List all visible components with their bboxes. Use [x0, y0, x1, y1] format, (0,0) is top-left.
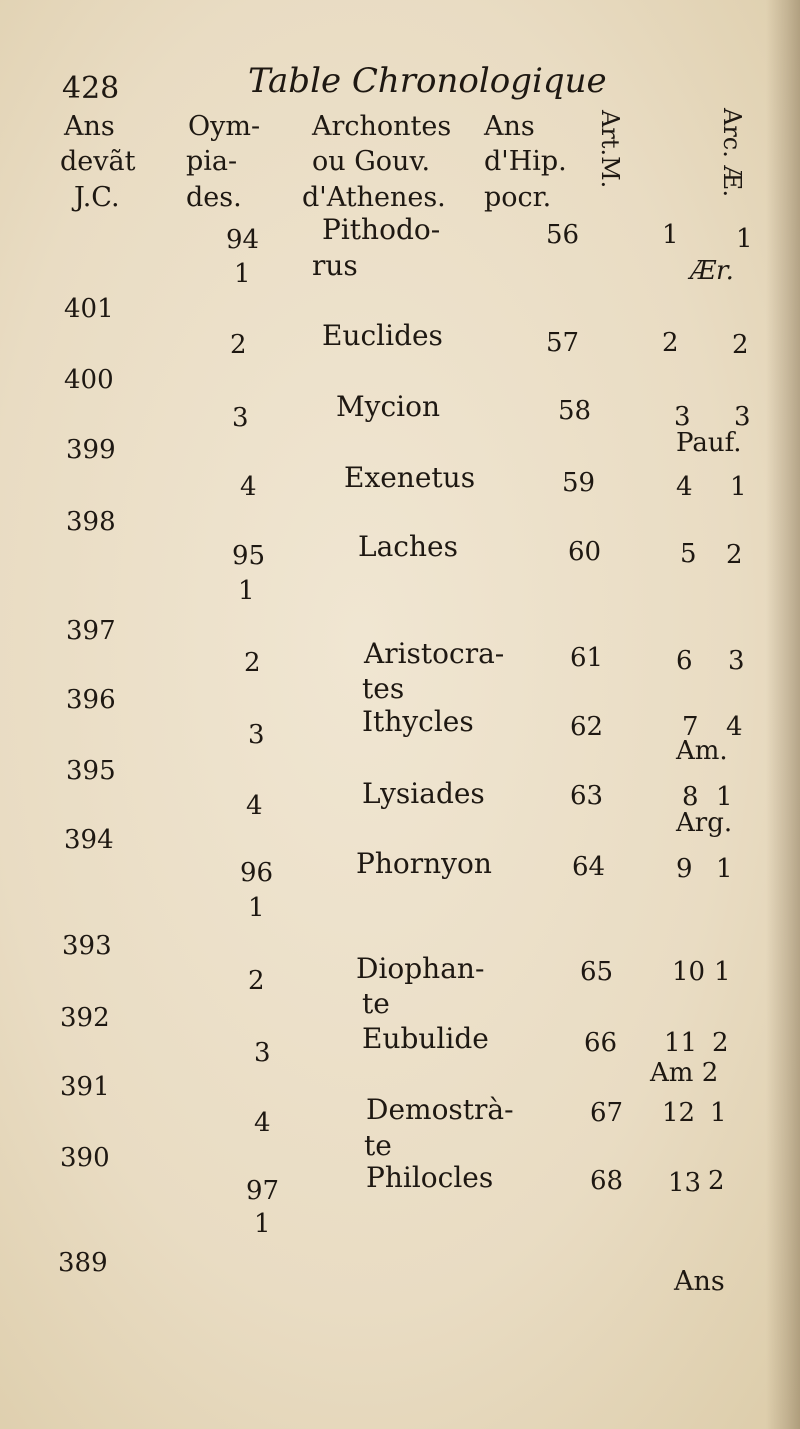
year-bc: 398: [66, 507, 116, 537]
col6-value: 2: [708, 1166, 725, 1196]
archon-name: Ithycles: [362, 705, 474, 738]
col6-value: 3: [728, 646, 745, 676]
archon-name: Exenetus: [344, 461, 476, 494]
hippocrates-year: 66: [584, 1028, 618, 1058]
col6-value: 1: [716, 782, 733, 812]
hippocrates-year: 57: [546, 328, 580, 358]
hippocrates-year: 63: [570, 781, 604, 811]
col3-header-line3: d'Athenes.: [302, 182, 446, 213]
col6-value: 1: [710, 1098, 727, 1128]
year-bc: 401: [64, 294, 114, 324]
archon-name: Laches: [358, 530, 458, 563]
year-bc: 396: [66, 685, 116, 715]
catchword: Ans: [674, 1266, 725, 1297]
year-bc: 391: [60, 1072, 110, 1102]
col1-header-line3: J.C.: [74, 182, 120, 213]
col5-value: 9: [676, 854, 693, 884]
archon-name: Philocles: [366, 1161, 494, 1194]
year-bc: 395: [66, 756, 116, 786]
col4-header-line1: Ans: [484, 111, 535, 142]
hippocrates-year: 68: [590, 1166, 624, 1196]
col5-value: 8: [682, 782, 699, 812]
col5-value: 11: [664, 1028, 698, 1058]
col3-header-line2: ou Gouv.: [312, 146, 431, 177]
running-title: Table Chronologique: [248, 61, 607, 101]
col5-value: 7: [682, 712, 699, 742]
col5-value: 5: [680, 539, 697, 569]
olympiad-year: 4: [240, 472, 257, 502]
year-bc: 394: [64, 825, 114, 855]
archon-name: Mycion: [336, 390, 441, 423]
side-label: Am 2: [650, 1058, 719, 1088]
year-bc: 397: [66, 616, 116, 646]
year-bc: 399: [66, 435, 116, 465]
archon-name: Eubulide: [362, 1022, 489, 1055]
hippocrates-year: 64: [572, 852, 606, 882]
archon-name: Phornyon: [356, 847, 492, 880]
page-number: 428: [62, 71, 120, 106]
archon-name-continued: te: [364, 1129, 392, 1162]
archon-name: Demostrà-: [366, 1093, 514, 1126]
olympiad: 94: [226, 225, 260, 255]
col6-value: 1: [716, 854, 733, 884]
archon-name-continued: te: [362, 987, 390, 1020]
olympiad-year: 4: [246, 791, 263, 821]
hippocrates-year: 56: [546, 220, 580, 250]
col6-value: 2: [726, 540, 743, 570]
col6-value: 2: [712, 1028, 729, 1058]
hippocrates-year: 65: [580, 957, 614, 987]
hippocrates-year: 58: [558, 396, 592, 426]
olympiad-year: 4: [254, 1108, 271, 1138]
side-label: Ær.: [690, 256, 734, 286]
col1-header-line1: Ans: [64, 111, 115, 142]
archon-name: Aristocra-: [364, 637, 505, 670]
olympiad-year: 2: [244, 648, 261, 678]
col3-header-line1: Archontes: [312, 111, 452, 142]
col5-value: 4: [676, 472, 693, 502]
side-label: Arg.: [676, 808, 733, 838]
archon-name-continued: rus: [312, 249, 358, 282]
col2-header-line1: Oym-: [188, 111, 261, 142]
olympiad: 96: [240, 858, 274, 888]
page-edge-shadow: [766, 0, 800, 1429]
olympiad: 97: [246, 1176, 280, 1206]
col6-value: 3: [734, 402, 751, 432]
year-bc: 392: [60, 1003, 110, 1033]
olympiad: 95: [232, 541, 266, 571]
col5-value: 2: [662, 328, 679, 358]
olympiad-year: 2: [230, 330, 247, 360]
year-bc: 390: [60, 1143, 110, 1173]
col4-header-line2: d'Hip.: [484, 146, 567, 177]
col4-header-line3: pocr.: [484, 182, 552, 213]
col5-value: 6: [676, 646, 693, 676]
col6-value: 4: [726, 712, 743, 742]
olympiad-year: 1: [234, 259, 251, 289]
col5-header-rotated: Art.M.: [596, 110, 624, 189]
col5-value: 10: [672, 957, 706, 987]
olympiad-year: 1: [248, 893, 265, 923]
col2-header-line3: des.: [186, 182, 242, 213]
hippocrates-year: 60: [568, 537, 602, 567]
hippocrates-year: 61: [570, 643, 604, 673]
olympiad-year: 3: [232, 403, 249, 433]
col5-value: 13: [668, 1168, 702, 1198]
year-bc: 400: [64, 365, 114, 395]
archon-name: Diophan-: [356, 952, 485, 985]
year-bc: 389: [58, 1248, 108, 1278]
col2-header-line2: pia-: [186, 146, 238, 177]
year-bc: 393: [62, 931, 112, 961]
hippocrates-year: 67: [590, 1098, 624, 1128]
archon-name-continued: tes: [362, 672, 405, 705]
hippocrates-year: 59: [562, 468, 596, 498]
archon-name: Euclides: [322, 319, 443, 352]
col6-value: 1: [736, 224, 753, 254]
col1-header-line2: devãt: [60, 146, 136, 177]
olympiad-year: 3: [254, 1038, 271, 1068]
olympiad-year: 2: [248, 966, 265, 996]
olympiad-year: 1: [254, 1209, 271, 1239]
archon-name: Lysiades: [362, 777, 485, 810]
col6-value: 1: [714, 957, 731, 987]
col6-value: 1: [730, 472, 747, 502]
col5-value: 12: [662, 1098, 696, 1128]
col5-value: 1: [662, 220, 679, 250]
col6-header-rotated: Arc. Æ.: [718, 108, 746, 198]
side-label: Am.: [676, 736, 728, 766]
archon-name: Pithodo-: [322, 213, 441, 246]
hippocrates-year: 62: [570, 712, 604, 742]
col6-value: 2: [732, 330, 749, 360]
olympiad-year: 3: [248, 720, 265, 750]
col5-value: 3: [674, 402, 691, 432]
side-label: Pauf.: [676, 428, 742, 458]
olympiad-year: 1: [238, 576, 255, 606]
